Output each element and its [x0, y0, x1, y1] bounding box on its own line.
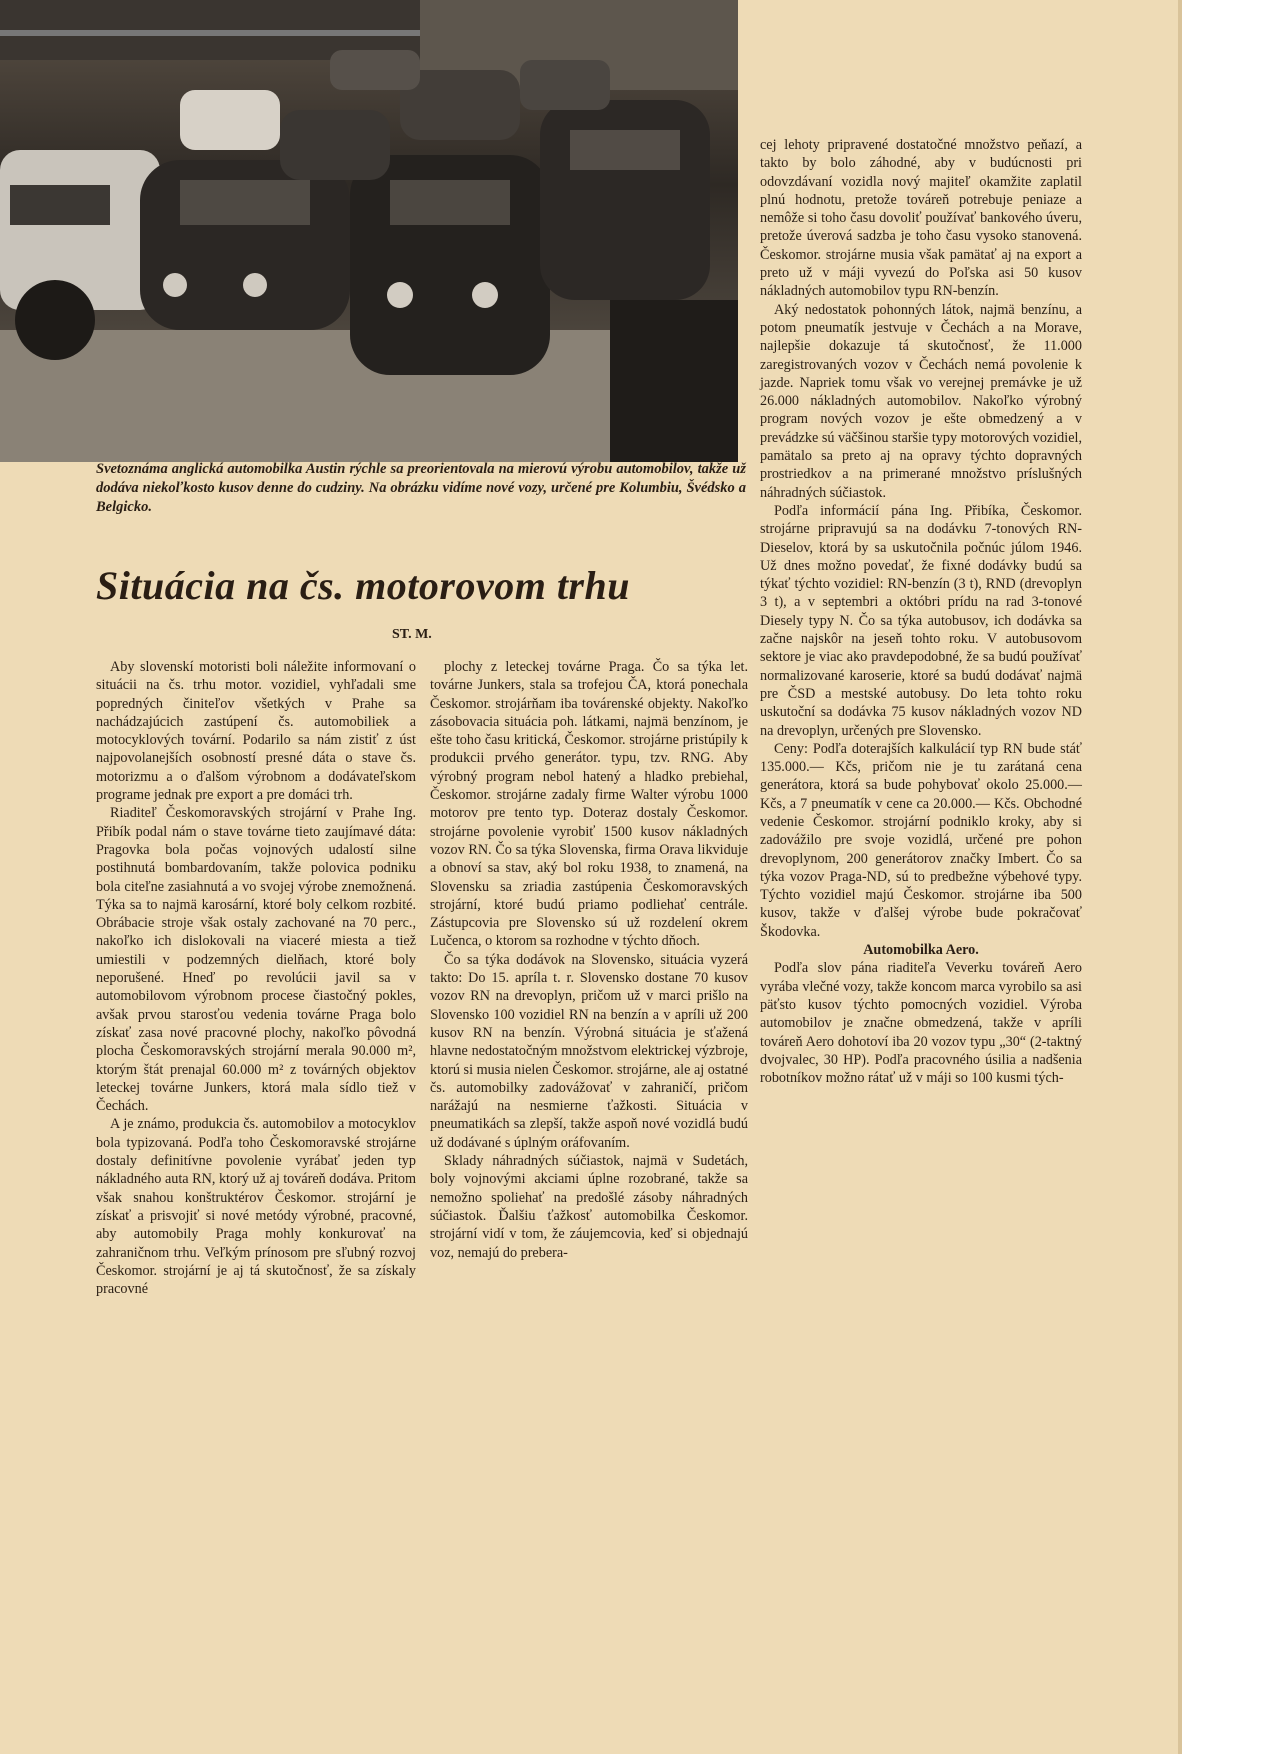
paragraph: A je známo, produkcia čs. automobilov a motocyklov bola typizovaná. Podľa toho Českomoravské strojárne dostaly definitívne povolenie vyrábať jeden typ nákladného auta RN, ktorý už aj továreň dodáva. Pritom však snahou konštruktérov Českomor. strojární je získať a prisvojiť si nové metódy výrobné, pracovné, aby automobily Praga mohly konkurovať na zahraničnom trhu. Veľkým prínosom pre sľubný rozvoj Českomor. strojární je aj tá skutočnosť, že sa získaly pracovné [96, 1116, 416, 1298]
paragraph: Aby slovenskí motoristi boli náležite informovaní o situácii na čs. trhu motor. vozidiel, vyhľadali sme popredných činiteľov všetkých v Prahe sa nachádzajúcich zastúpení čs. automobiliek a motocyklových tovární. Podarilo sa nám zistiť z úst najpovolanejších osobností presné dáta o stave čs. motorizmu a o ďalšom výrobnom a dodávateľskom programe jednak pre export a pre domáci trh. [96, 659, 416, 804]
paragraph: cej lehoty pripravené dostatočné množstvo peňazí, a takto by bolo záhodné, aby v budúcnosti pri odovzdávaní vozidla nový majiteľ okamžite zaplatil plnú hodnotu, pretože továreň potrebuje peniaze a nemôže si toho času dovoliť používať bankového úveru, pretože úverová sadzba je toho času vysoko stanovená. Českomor. strojárne musia však pamätať aj na export a preto už v máji vyvezú do Poľska asi 50 kusov nákladných automobilov typu RN-benzín. [760, 137, 1082, 300]
paragraph: Sklady náhradných súčiastok, najmä v Sudetách, boly vojnovými akciami úplne rozobrané, takže sa nemožno spoliehať na predošlé zásoby náhradných súčiastok. Ďalšiu ťažkosť automobilka Českomor. strojární vidí v tom, že záujemcovia, keď si objednajú voz, nemajú do prebera- [430, 1153, 748, 1261]
article-column-2 [430, 658, 748, 1262]
article-byline: ST. M. [392, 627, 432, 642]
photo-of-cars-in-factory-icon [0, 0, 738, 462]
paragraph: Aký nedostatok pohonných látok, najmä benzínu, a potom pneumatík jestvuje v Čechách a na Morave, najlepšie dokazuje tá skutočnosť, že 11.000 zaregistrovaných vozov v Čechách nemá povolenie k jazde. Napriek tomu však vo verejnej premávke je už 26.000 nákladných automobilov. Nakoľko výrobný program nových vozov je ešte obmedzený a v prevádzke sú väčšinou staršie typy motorových vozidiel, pamätalo sa preto aj na opravy týchto dopravných prostriedkov a na primerané množstvo príslušných náhradných súčiastok. [760, 301, 1082, 501]
article-column-3 [760, 136, 1082, 1087]
paragraph: Ceny: Podľa doterajších kalkulácií typ RN bude stáť 135.000.— Kčs, pričom nie je tu zarátaná cena generátora, ktorá sa bude pohybovať okolo 25.000.— Kčs, a 7 pneumatík v cene ca 20.000.— Kčs. Obchodné vedenie Českomor. strojární podniklo kroky, aby si zadovážilo pre svoje vozidlá, určené pre pohon drevoplynom, 200 generátorov značky Imbert. Čo sa týka vozov Praga-ND, sú to predbežne výbehové typy. Týchto vozidiel majú Českomor. strojárne iba 500 kusov, takže v ďalšej výrobe bude pokračovať Škodovka. [760, 740, 1082, 940]
paragraph: Riaditeľ Českomoravských strojární v Prahe Ing. Přibík podal nám o stave továrne tieto zaujímavé dáta: Pragovka bola počas vojnových udalostí silne postihnutá bombardovaním, takže polovica podniku bola citeľne zasiahnutá a vo svojej výrobe znemožnená. Týka sa to najmä karosární, ktoré boly celkom rozbité. Obrábacie stroje však ostaly zachované na 70 perc., nakoľko ich dislokovali na viaceré miesta a tiež umiestili v podzemných dielňach, ktoré boly neporušené. Hneď po revolúcii javil sa v automobilovom výrobnom procese čiastočný pokles, avšak prvou starosťou vedenia továrne Praga bolo získať zasa nové pracovné plochy, nakoľko pôvodná plocha Českomoravských strojární merala 90.000 m², ktorým štát prenajal 60.000 m² z továrných objektov leteckej továrne Junkers, ktorá mala sídlo tiež v Čechách. [96, 805, 416, 1115]
paragraph: plochy z leteckej továrne Praga. Čo sa týka let. továrne Junkers, stala sa trofejou ČA, ktorá ponechala Českomor. strojárňam iba továrenské objekty. Nakoľko zásobovacia situácia poh. látkami, najmä benzínom, je ešte toho času kritická, Českomor. strojárne pristúpily k produkcii prvého generátor. typu, tzv. RNG. Aby výrobný program nebol hatený a hladko prebiehal, Českomor. strojárne zadaly firme Walter výrobu 1000 motorov pre tento typ. Doteraz dostaly Českomor. strojárne povolenie vyrobiť 1500 kusov nákladných vozov RN. Čo sa týka Slovenska, firma Orava likviduje a obnoví sa stav, aký bol roku 1938, to znamená, na Slovensku sa zriadia zastúpenia Českomoravských strojární, ktoré budú priamo podliehať centrále. Zástupcovia pre Slovensko sú už rozdelení okrem Lučenca, o ktorom sa rozhodne v týchto dňoch. [430, 659, 748, 950]
paragraph: Podľa informácií pána Ing. Přibíka, Českomor. strojárne pripravujú sa na dodávku 7-tonových RN-Dieselov, ktorá by sa uskutočnila počnúc júlom 1946. Už dnes možno povedať, že fixné dodávky budú sa týkať týchto vozidiel: RN-benzín (3 t), RND (drevoplyn 3 t), a v septembri a októbri prídu na rad 3-tonové Diesely typy N. Čo sa týka autobusov, ich dodávka sa začne najskôr na jeseň tohto roku. V autobusovom sektore je viac ako pravdepodobné, že sa budú používať normalizované karoserie, ktoré sa budú dodávať najmä pre ČSD a mestské autobusy. Do leta tohto roku uskutoční sa dodávka 75 kusov nákladných vozov ND na drevoplyn, určených pre Slovensko. [760, 502, 1082, 739]
article-headline: Situácia na čs. motorovom trhu [96, 563, 630, 608]
page-edge [1178, 0, 1182, 1754]
article-column-1 [96, 658, 416, 1298]
paragraph: Podľa slov pána riaditeľa Veverku továreň Aero vyrába vlečné vozy, takže koncom marca vyrobilo sa asi päťsto kusov týchto pomocných vozidiel. Výroba automobilov je značne obmedzená, takže v apríli továreň Aero dohotoví iba 20 vozov typu „30“ (2-taktný dvojvalec, 30 HP). Podľa pracovného úsilia a nadšenia robotníkov možno rátať už v máji so 100 kusmi tých- [760, 960, 1082, 1087]
section-subhead: Automobilka Aero. [863, 942, 979, 959]
paragraph: Čo sa týka dodávok na Slovensko, situácia vyzerá takto: Do 15. apríla t. r. Slovensko dostane 70 kusov vozov RN na drevoplyn, pričom už v marci prišlo na Slovensko 100 vozidiel RN na benzín a v apríli už 200 kusov RN na benzín. Výrobná situácia je sťažená hlavne nedostatočným množstvom elektrickej výzbroje, ktorú si musia nielen Českomor. strojárne, ale aj ostatné čs. automobilky zadovážovať v zahraničí, pričom narážajú na nesmierne ťažkosti. Situácia v pneumatikách sa zlepší, takže aspoň nové vozidlá budú už dodávané s úplným oráfovaním. [430, 951, 748, 1151]
cars-factory-photo [0, 0, 738, 462]
photo-caption: Svetoznáma anglická automobilka Austin rýchle sa preorientovala na mierovú výrobu automobilov, takže už dodáva niekoľkosto kusov denne do cudziny. Na obrázku vidíme nové vozy, určené pre Kolumbiu, Švédsko a Belgicko. [96, 461, 746, 515]
